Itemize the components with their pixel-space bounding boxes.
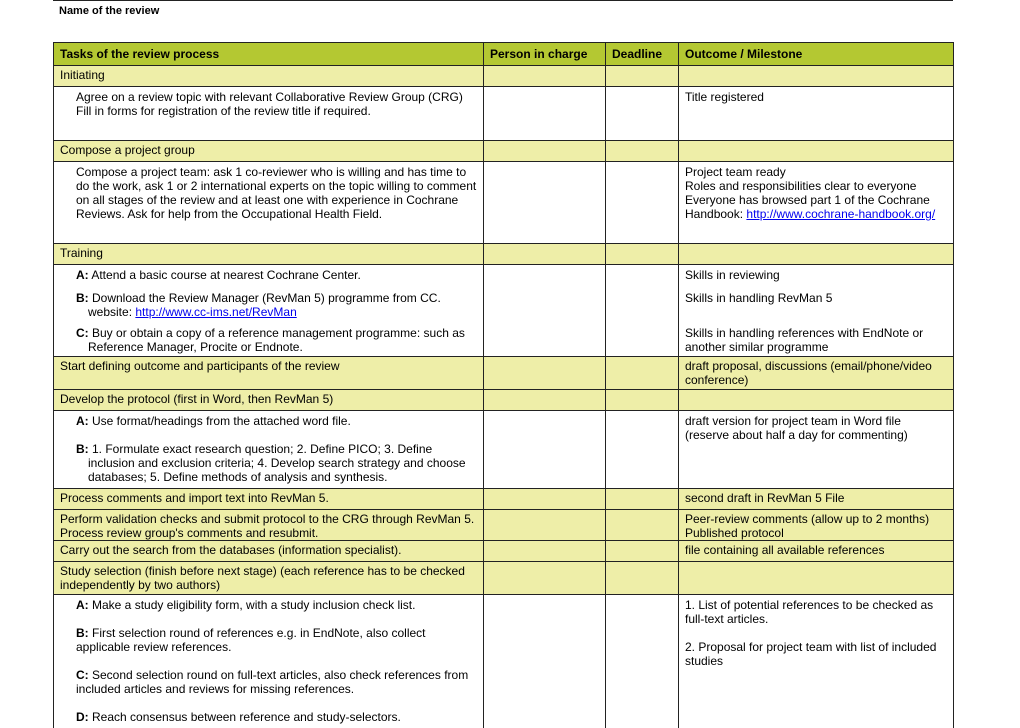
task-text: Reference Manager, Procite or Endnote.: [76, 340, 477, 354]
outcome-cell[interactable]: [679, 66, 954, 87]
item-label: B:: [76, 626, 89, 640]
tasks-table: [53, 42, 954, 728]
section-title: Start defining outcome and participants of the review: [54, 357, 484, 390]
outcome-cell[interactable]: [679, 390, 954, 411]
person-cell[interactable]: [484, 323, 606, 357]
task-text: Agree on a review topic with relevant Collaborative Review Group (CRG): [60, 90, 477, 104]
person-cell[interactable]: [484, 510, 606, 541]
deadline-cell[interactable]: [606, 87, 679, 141]
review-name-label: Name of the review: [59, 5, 159, 17]
person-cell[interactable]: [484, 489, 606, 510]
deadline-cell[interactable]: [606, 595, 679, 728]
outcome-text: Everyone has browsed part 1 of the Cochrane Handbook:: [685, 193, 930, 221]
person-cell[interactable]: [484, 141, 606, 162]
person-cell[interactable]: [484, 357, 606, 390]
person-cell[interactable]: [484, 66, 606, 87]
item-label: C:: [76, 668, 89, 682]
outcome-text: 2. Proposal for project team with list of included studies: [685, 640, 947, 668]
table-row: [54, 87, 954, 141]
task-text: Make a study eligibility form, with a study inclusion check list.: [89, 598, 416, 612]
outcome-text: Skills in reviewing: [679, 265, 954, 289]
item-label: C:: [76, 326, 89, 340]
outcome-text: Skills in handling RevMan 5: [679, 288, 954, 323]
section-title: Process review group's comments and resubmit.: [60, 526, 477, 540]
section-title: Initiating: [54, 66, 484, 87]
table-row: [54, 411, 954, 489]
table-row: [54, 265, 954, 289]
deadline-cell[interactable]: [606, 162, 679, 244]
section-process-comments: [54, 489, 954, 510]
outcome-text: Title registered: [679, 87, 954, 141]
task-text: First selection round of references e.g. in EndNote, also collect applicable review references.: [76, 626, 426, 654]
section-defining: [54, 357, 954, 390]
person-cell[interactable]: [484, 541, 606, 562]
header-outcome: Outcome / Milestone: [679, 43, 954, 66]
task-text: Buy or obtain a copy of a reference management programme: such as: [89, 326, 465, 340]
section-project-group: [54, 141, 954, 162]
person-cell[interactable]: [484, 562, 606, 595]
section-title: Develop the protocol (first in Word, then RevMan 5): [54, 390, 484, 411]
person-cell[interactable]: [484, 162, 606, 244]
section-validation: [54, 510, 954, 541]
section-training: [54, 244, 954, 265]
deadline-cell[interactable]: [606, 390, 679, 411]
task-text: Reach consensus between reference and study-selectors.: [89, 710, 401, 724]
person-cell[interactable]: [484, 288, 606, 323]
deadline-cell[interactable]: [606, 265, 679, 289]
outcome-text: Peer-review comments (allow up to 2 months): [685, 512, 947, 526]
person-cell[interactable]: [484, 265, 606, 289]
section-search: [54, 541, 954, 562]
table-row: [54, 323, 954, 357]
outcome-text: file containing all available references: [679, 541, 954, 562]
task-text: Attend a basic course at nearest Cochrane Center.: [89, 268, 361, 282]
outcome-text: Published protocol: [685, 526, 947, 540]
revman-link[interactable]: http://www.cc-ims.net/RevMan: [135, 305, 296, 319]
deadline-cell[interactable]: [606, 357, 679, 390]
outcome-text: draft version for project team in Word file (reserve about half a day for commenting): [679, 411, 954, 489]
section-title: Training: [54, 244, 484, 265]
outcome-text: second draft in RevMan 5 File: [679, 489, 954, 510]
cochrane-handbook-link[interactable]: http://www.cochrane-handbook.org/: [746, 207, 935, 221]
deadline-cell[interactable]: [606, 141, 679, 162]
section-initiating: [54, 66, 954, 87]
outcome-text: 1. List of potential references to be checked as full-text articles.: [685, 598, 947, 626]
section-selection: [54, 562, 954, 595]
deadline-cell[interactable]: [606, 244, 679, 265]
task-text: Use format/headings from the attached word file.: [89, 414, 351, 428]
task-text: Compose a project team: ask 1 co-reviewer who is willing and has time to do the work, ask 1 or 2 international experts on the topic willing to comment on all stages of the review and at least one with experience in Cochrane Reviews. Ask for help from the Occupational Health Field.: [60, 165, 477, 221]
section-protocol: [54, 390, 954, 411]
item-label: A:: [76, 414, 89, 428]
person-cell[interactable]: [484, 244, 606, 265]
deadline-cell[interactable]: [606, 411, 679, 489]
section-title: Process comments and import text into RevMan 5.: [54, 489, 484, 510]
task-text: 1. Formulate exact research question; 2. Define PICO; 3. Define: [89, 442, 433, 456]
item-label: B:: [76, 291, 89, 305]
item-label: A:: [76, 598, 89, 612]
outcome-cell[interactable]: [679, 141, 954, 162]
table-row: [54, 288, 954, 323]
deadline-cell[interactable]: [606, 489, 679, 510]
table-row: [54, 595, 954, 728]
section-title: Compose a project group: [54, 141, 484, 162]
task-text: website:: [88, 305, 135, 319]
section-title: Study selection (finish before next stage) (each reference has to be checked independently by two authors): [54, 562, 484, 595]
outcome-text: draft proposal, discussions (email/phone/video conference): [679, 357, 954, 390]
table-row: [54, 162, 954, 244]
person-cell[interactable]: [484, 595, 606, 728]
outcome-text: Skills in handling references with EndNote or another similar programme: [679, 323, 954, 357]
deadline-cell[interactable]: [606, 510, 679, 541]
section-title: Perform validation checks and submit protocol to the CRG through RevMan 5.: [60, 512, 477, 526]
outcome-cell[interactable]: [679, 244, 954, 265]
person-cell[interactable]: [484, 390, 606, 411]
task-text: databases; 5. Define methods of analysis and synthesis.: [76, 470, 477, 484]
deadline-cell[interactable]: [606, 562, 679, 595]
item-label: D:: [76, 710, 89, 724]
table-header-row: [54, 43, 954, 66]
item-label: B:: [76, 442, 89, 456]
deadline-cell[interactable]: [606, 323, 679, 357]
person-cell[interactable]: [484, 411, 606, 489]
item-label: A:: [76, 268, 89, 282]
person-cell[interactable]: [484, 87, 606, 141]
task-text: Second selection round on full-text articles, also check references from included articles and reviews for missing references.: [76, 668, 468, 696]
task-text: inclusion and exclusion criteria; 4. Develop search strategy and choose: [76, 456, 477, 470]
deadline-cell[interactable]: [606, 66, 679, 87]
section-title: Carry out the search from the databases (information specialist).: [54, 541, 484, 562]
header-person: Person in charge: [484, 43, 606, 66]
review-name-row[interactable]: [53, 0, 952, 43]
outcome-text: Project team ready: [685, 165, 947, 179]
task-text: Download the Review Manager (RevMan 5) programme from CC.: [89, 291, 441, 305]
deadline-cell[interactable]: [606, 288, 679, 323]
task-text: Fill in forms for registration of the review title if required.: [60, 104, 477, 118]
outcome-text: Roles and responsibilities clear to everyone: [685, 179, 947, 193]
deadline-cell[interactable]: [606, 541, 679, 562]
header-deadline: Deadline: [606, 43, 679, 66]
header-task: Tasks of the review process: [54, 43, 484, 66]
outcome-cell[interactable]: [679, 562, 954, 595]
